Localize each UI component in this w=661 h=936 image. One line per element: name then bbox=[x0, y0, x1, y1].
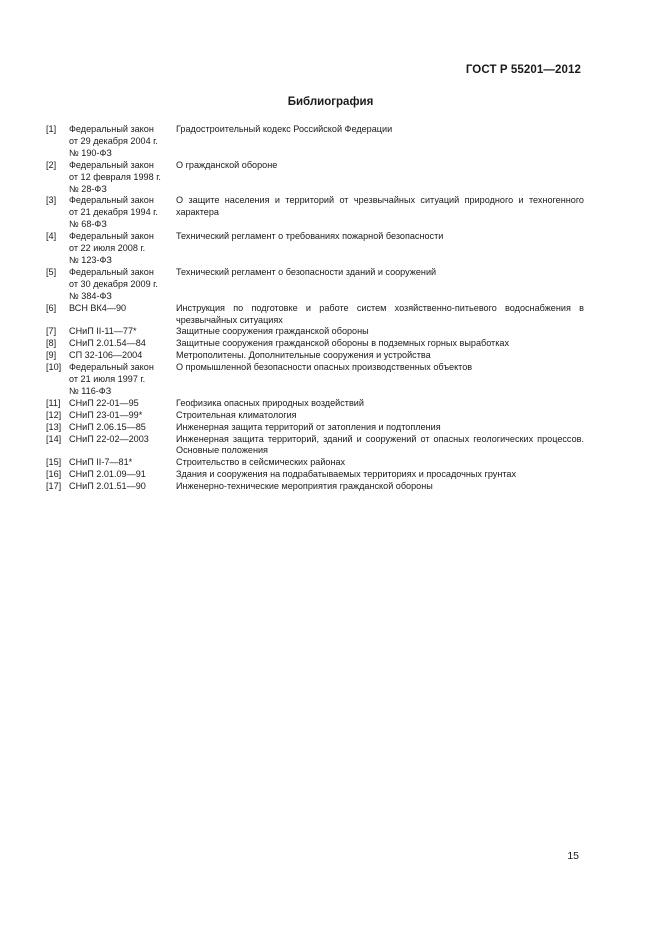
reference-source-line: от 29 декабря 2004 г. bbox=[69, 135, 158, 146]
reference-title: О промышленной безопасности опасных производственных объектов bbox=[176, 362, 473, 373]
reference-number: [10] bbox=[46, 362, 62, 373]
reference-source-line: СНиП II-11—77* bbox=[69, 326, 137, 337]
reference-source bbox=[69, 398, 176, 410]
reference-item bbox=[46, 303, 584, 327]
reference-source bbox=[69, 195, 176, 231]
reference-number: [1] bbox=[46, 124, 57, 134]
reference-source-line: от 12 февраля 1998 г. bbox=[69, 171, 161, 182]
reference-source-line: СНиП 22-01—95 bbox=[69, 397, 139, 408]
reference-source bbox=[69, 481, 176, 493]
reference-source-line: от 30 декабря 2009 г. bbox=[69, 278, 158, 289]
page-number: 15 bbox=[567, 850, 579, 862]
reference-title: Технический регламент о требованиях пожарной безопасности bbox=[176, 231, 444, 242]
reference-title: Защитные сооружения гражданской обороны bbox=[176, 326, 369, 337]
reference-number: [5] bbox=[46, 266, 57, 277]
reference-title: Инструкция по подготовке и работе систем хозяйственно-питьевого водоснабжения в чрезвычайных ситуациях bbox=[176, 302, 584, 325]
reference-number: [2] bbox=[46, 159, 57, 170]
reference-number: [13] bbox=[46, 421, 62, 432]
reference-source-line: СНиП 2.01.51—90 bbox=[69, 481, 146, 492]
reference-source bbox=[69, 124, 176, 160]
reference-title: Защитные сооружения гражданской обороны в подземных горных выработках bbox=[176, 338, 510, 349]
reference-title: Строительная климатология bbox=[176, 409, 297, 420]
reference-number: [4] bbox=[46, 231, 57, 242]
bibliography-title: Библиография bbox=[287, 96, 374, 108]
reference-title: О гражданской обороне bbox=[176, 159, 278, 170]
reference-source-line: № 116-ФЗ bbox=[69, 385, 112, 396]
reference-source-line: СНиП 2.01.09—91 bbox=[69, 469, 146, 480]
reference-item bbox=[46, 362, 584, 398]
reference-source-line: № 123-ФЗ bbox=[69, 254, 112, 265]
reference-source bbox=[69, 422, 176, 434]
reference-source bbox=[69, 160, 176, 196]
reference-title: Строительство в сейсмических районах bbox=[176, 457, 346, 468]
reference-source-line: ВСН ВК4—90 bbox=[69, 302, 127, 313]
reference-item bbox=[46, 410, 584, 422]
reference-item bbox=[46, 326, 584, 338]
reference-source-line: СНиП 22-02—2003 bbox=[69, 433, 149, 444]
reference-title: Градостроительный кодекс Российской Федерации bbox=[176, 124, 393, 134]
reference-item bbox=[46, 160, 584, 196]
reference-source bbox=[69, 267, 176, 303]
reference-number: [16] bbox=[46, 469, 62, 480]
reference-source bbox=[69, 362, 176, 398]
reference-number: [9] bbox=[46, 350, 57, 361]
reference-item bbox=[46, 481, 584, 493]
reference-source bbox=[69, 434, 176, 446]
reference-number: [14] bbox=[46, 433, 62, 444]
reference-source-line: СНиП 2.06.15—85 bbox=[69, 421, 146, 432]
reference-item bbox=[46, 350, 584, 362]
reference-source-line: от 22 июля 2008 г. bbox=[69, 243, 146, 254]
reference-source-line: СНиП II-7—81* bbox=[69, 457, 133, 468]
reference-number: [12] bbox=[46, 409, 62, 420]
reference-source bbox=[69, 457, 176, 469]
reference-source-line: от 21 июля 1997 г. bbox=[69, 374, 146, 385]
reference-source bbox=[69, 303, 176, 315]
reference-source bbox=[69, 350, 176, 362]
reference-source-line: Федеральный закон bbox=[69, 195, 154, 206]
reference-item bbox=[46, 195, 584, 231]
reference-source-line: Федеральный закон bbox=[69, 231, 154, 242]
reference-title: Метрополитены. Дополнительные сооружения и устройства bbox=[176, 350, 431, 361]
reference-source-line: от 21 декабря 1994 г. bbox=[69, 207, 158, 218]
reference-source-line: Федеральный закон bbox=[69, 124, 154, 134]
reference-source bbox=[69, 338, 176, 350]
reference-source-line: № 68-ФЗ bbox=[69, 219, 107, 230]
reference-item bbox=[46, 338, 584, 350]
reference-number: [3] bbox=[46, 195, 57, 206]
reference-item bbox=[46, 267, 584, 303]
bibliography-list bbox=[46, 124, 584, 493]
reference-title: Инженерная защита территорий, зданий и сооружений от опасных геологических процессов. Основные положения bbox=[176, 433, 584, 456]
reference-source-line: № 28-ФЗ bbox=[69, 183, 107, 194]
reference-number: [15] bbox=[46, 457, 62, 468]
reference-number: [7] bbox=[46, 326, 57, 337]
document-code: ГОСТ Р 55201—2012 bbox=[465, 64, 581, 76]
reference-source-line: СНиП 23-01—99* bbox=[69, 409, 143, 420]
reference-source-line: СП 32-106—2004 bbox=[69, 350, 143, 361]
reference-item bbox=[46, 457, 584, 469]
reference-source bbox=[69, 469, 176, 481]
reference-source-line: СНиП 2.01.54—84 bbox=[69, 338, 146, 349]
reference-source bbox=[69, 326, 176, 338]
reference-title: Здания и сооружения на подрабатываемых территориях и просадочных грунтах bbox=[176, 469, 517, 480]
reference-number: [6] bbox=[46, 302, 57, 313]
reference-number: [11] bbox=[46, 397, 61, 408]
reference-item bbox=[46, 434, 584, 458]
reference-item bbox=[46, 469, 584, 481]
reference-title: О защите населения и территорий от чрезвычайных ситуаций природного и техногенного характера bbox=[176, 195, 584, 218]
reference-item bbox=[46, 124, 584, 160]
reference-source-line: № 384-ФЗ bbox=[69, 290, 112, 301]
reference-source-line: Федеральный закон bbox=[69, 159, 154, 170]
reference-item bbox=[46, 231, 584, 267]
reference-source-line: Федеральный закон bbox=[69, 362, 154, 373]
reference-source bbox=[69, 410, 176, 422]
reference-title: Технический регламент о безопасности зданий и сооружений bbox=[176, 266, 437, 277]
reference-title: Инженерно-технические мероприятия гражданской обороны bbox=[176, 481, 433, 492]
reference-item bbox=[46, 398, 584, 410]
reference-title: Инженерная защита территорий от затопления и подтопления bbox=[176, 421, 441, 432]
reference-number: [17] bbox=[46, 481, 62, 492]
reference-number: [8] bbox=[46, 338, 57, 349]
reference-source-line: № 190-ФЗ bbox=[69, 147, 112, 158]
reference-item bbox=[46, 422, 584, 434]
reference-source bbox=[69, 231, 176, 267]
reference-title: Геофизика опасных природных воздействий bbox=[176, 397, 364, 408]
reference-source-line: Федеральный закон bbox=[69, 266, 154, 277]
